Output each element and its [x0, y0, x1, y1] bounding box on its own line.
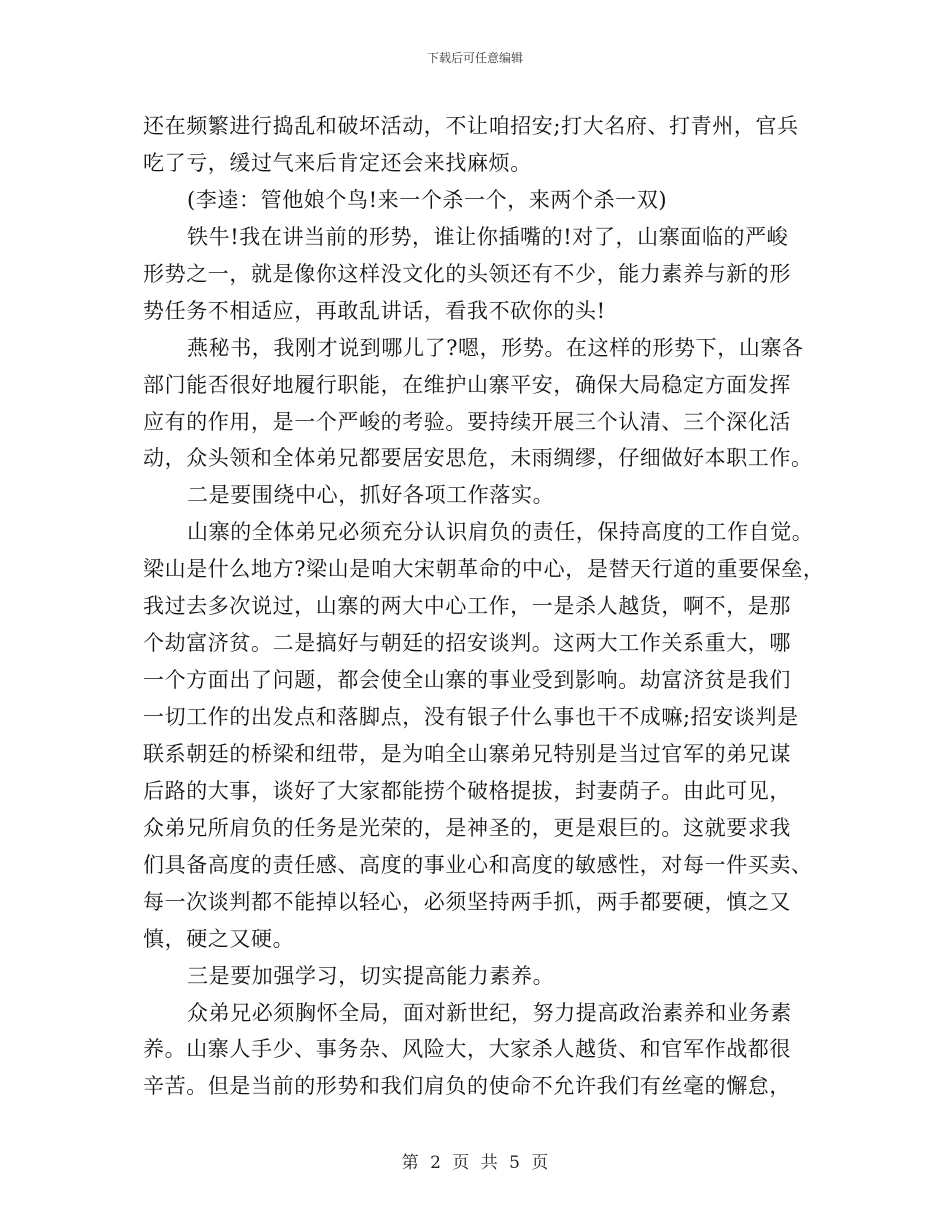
- text-line: 动，众头领和全体弟兄都要居安思危，未雨绸缪，仔细做好本职工作。: [143, 446, 813, 471]
- page-header: 下载后可任意编辑: [426, 51, 523, 65]
- text-line: 还在频繁进行捣乱和破坏活动，不让咱招安;打大名府、打青州，官兵: [143, 114, 799, 138]
- text-line: 形势之一，就是像你这样没文化的头领还有不少，能力素养与新的形: [143, 261, 791, 286]
- text-line: 众弟兄必须胸怀全局，面对新世纪，努力提高政治素养和业务素: [187, 1000, 792, 1025]
- text-line: 山寨的全体弟兄必须充分认识肩负的责任，保持高度的工作自觉。: [187, 520, 814, 545]
- document-body: [143, 108, 825, 1105]
- text-line: 势任务不相适应，再敢乱讲话，看我不砍你的头!: [143, 298, 606, 323]
- text-line: 后路的大事，谈好了大家都能捞个破格提拔，封妻荫子。由此可见，: [143, 778, 791, 803]
- text-line: 个劫富济贫。二是搞好与朝廷的招安谈判。这两大工作关系重大，哪: [143, 631, 791, 656]
- text-line: 吃了亏，缓过气来后肯定还会来找麻烦。: [143, 150, 532, 175]
- text-line: 铁牛!我在讲当前的形势，谁让你插嘴的!对了，山寨面临的严峻: [187, 224, 789, 249]
- text-line: 燕秘书，我刚才说到哪儿了?嗯，形势。在这样的形势下，山寨各: [187, 335, 804, 360]
- text-line: 我过去多次说过，山寨的两大中心工作，一是杀人越货，啊不，是那: [143, 594, 791, 619]
- text-line: 一个方面出了问题，都会使全山寨的事业受到影响。劫富济贫是我们: [143, 668, 791, 693]
- text-line: 每一次谈判都不能掉以轻心，必须坚持两手抓，两手都要硬，慎之又: [143, 889, 791, 914]
- text-line: 联系朝廷的桥梁和纽带，是为咱全山寨弟兄特别是当过官军的弟兄谋: [143, 741, 791, 766]
- text-line: 们具备高度的责任感、高度的事业心和高度的敏感性，对每一件买卖、: [143, 852, 813, 877]
- text-line: 养。山寨人手少、事务杂、风险大，大家杀人越货、和官军作战都很: [143, 1037, 791, 1062]
- text-line: 部门能否很好地履行职能，在维护山寨平安，确保大局稳定方面发挥: [143, 372, 791, 397]
- text-line: 辛苦。但是当前的形势和我们肩负的使命不允许我们有丝毫的懈怠，: [143, 1074, 791, 1099]
- text-line: 慎，硬之又硬。: [143, 926, 295, 951]
- section-heading: 二是要围绕中心，抓好各项工作落实。: [187, 483, 555, 508]
- section-heading: 三是要加强学习，切实提高能力素养。: [187, 963, 555, 988]
- text-line: 梁山是什么地方?梁山是咱大宋朝革命的中心，是替天行道的重要保垒，: [143, 557, 825, 582]
- page-number-footer: 第 2 页 共 5 页: [401, 1153, 549, 1173]
- text-line: 应有的作用，是一个严峻的考验。要持续开展三个认清、三个深化活: [143, 409, 791, 434]
- text-line: 众弟兄所肩负的任务是光荣的，是神圣的，更是艰巨的。这就要求我: [143, 815, 791, 840]
- text-line: (李逵：管他娘个鸟!来一个杀一个，来两个杀一双): [187, 187, 668, 212]
- text-line: 一切工作的出发点和落脚点，没有银子什么事也干不成嘛;招安谈判是: [143, 705, 799, 729]
